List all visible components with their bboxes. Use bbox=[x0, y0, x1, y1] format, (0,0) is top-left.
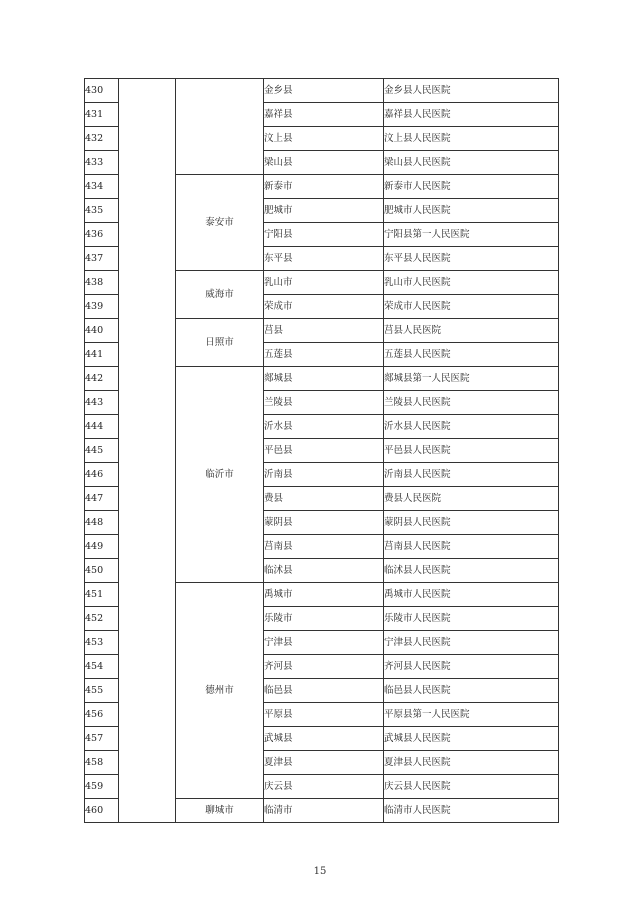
city-cell: 泰安市 bbox=[176, 175, 264, 271]
hospital-cell: 嘉祥县人民医院 bbox=[384, 103, 559, 127]
hospital-cell: 平原县第一人民医院 bbox=[384, 703, 559, 727]
county-cell: 兰陵县 bbox=[264, 391, 384, 415]
county-cell: 荣成市 bbox=[264, 295, 384, 319]
county-cell: 齐河县 bbox=[264, 655, 384, 679]
row-number-cell: 434 bbox=[85, 175, 119, 199]
county-cell: 金乡县 bbox=[264, 79, 384, 103]
row-number-cell: 431 bbox=[85, 103, 119, 127]
row-number-cell: 451 bbox=[85, 583, 119, 607]
hospital-cell: 乳山市人民医院 bbox=[384, 271, 559, 295]
hospital-cell: 平邑县人民医院 bbox=[384, 439, 559, 463]
hospital-cell: 新泰市人民医院 bbox=[384, 175, 559, 199]
row-number-cell: 432 bbox=[85, 127, 119, 151]
row-number-cell: 435 bbox=[85, 199, 119, 223]
county-cell: 乐陵市 bbox=[264, 607, 384, 631]
hospital-cell: 费县人民医院 bbox=[384, 487, 559, 511]
row-number-cell: 445 bbox=[85, 439, 119, 463]
row-number-cell: 444 bbox=[85, 415, 119, 439]
hospital-cell: 莒南县人民医院 bbox=[384, 535, 559, 559]
hospital-cell: 东平县人民医院 bbox=[384, 247, 559, 271]
hospital-cell: 肥城市人民医院 bbox=[384, 199, 559, 223]
county-cell: 庆云县 bbox=[264, 775, 384, 799]
hospital-cell: 荣成市人民医院 bbox=[384, 295, 559, 319]
row-number-cell: 441 bbox=[85, 343, 119, 367]
county-cell: 沂水县 bbox=[264, 415, 384, 439]
county-cell: 费县 bbox=[264, 487, 384, 511]
county-cell: 宁津县 bbox=[264, 631, 384, 655]
hospital-cell: 武城县人民医院 bbox=[384, 727, 559, 751]
table-row bbox=[85, 79, 559, 103]
county-cell: 临沭县 bbox=[264, 559, 384, 583]
city-cell: 临沂市 bbox=[176, 367, 264, 583]
hospital-cell: 乐陵市人民医院 bbox=[384, 607, 559, 631]
hospital-cell: 夏津县人民医院 bbox=[384, 751, 559, 775]
hospital-cell: 沂南县人民医院 bbox=[384, 463, 559, 487]
hospital-cell: 齐河县人民医院 bbox=[384, 655, 559, 679]
row-number-cell: 430 bbox=[85, 79, 119, 103]
county-cell: 平原县 bbox=[264, 703, 384, 727]
row-number-cell: 450 bbox=[85, 559, 119, 583]
hospital-cell: 郯城县第一人民医院 bbox=[384, 367, 559, 391]
row-number-cell: 440 bbox=[85, 319, 119, 343]
county-cell: 临邑县 bbox=[264, 679, 384, 703]
row-number-cell: 455 bbox=[85, 679, 119, 703]
row-number-cell: 448 bbox=[85, 511, 119, 535]
row-number-cell: 449 bbox=[85, 535, 119, 559]
county-cell: 平邑县 bbox=[264, 439, 384, 463]
row-number-cell: 442 bbox=[85, 367, 119, 391]
county-cell: 梁山县 bbox=[264, 151, 384, 175]
county-cell: 临清市 bbox=[264, 799, 384, 823]
county-cell: 东平县 bbox=[264, 247, 384, 271]
county-cell: 乳山市 bbox=[264, 271, 384, 295]
hospital-cell: 临邑县人民医院 bbox=[384, 679, 559, 703]
county-cell: 肥城市 bbox=[264, 199, 384, 223]
hospital-cell: 庆云县人民医院 bbox=[384, 775, 559, 799]
hospital-cell: 宁津县人民医院 bbox=[384, 631, 559, 655]
county-cell: 禹城市 bbox=[264, 583, 384, 607]
county-cell: 汶上县 bbox=[264, 127, 384, 151]
row-number-cell: 436 bbox=[85, 223, 119, 247]
hospital-cell: 梁山县人民医院 bbox=[384, 151, 559, 175]
county-cell: 郯城县 bbox=[264, 367, 384, 391]
row-number-cell: 437 bbox=[85, 247, 119, 271]
city-cell bbox=[176, 79, 264, 175]
hospital-cell: 沂水县人民医院 bbox=[384, 415, 559, 439]
row-number-cell: 454 bbox=[85, 655, 119, 679]
row-number-cell: 433 bbox=[85, 151, 119, 175]
row-number-cell: 452 bbox=[85, 607, 119, 631]
hospital-cell: 临沭县人民医院 bbox=[384, 559, 559, 583]
hospital-cell: 临清市人民医院 bbox=[384, 799, 559, 823]
county-cell: 莒南县 bbox=[264, 535, 384, 559]
page-number: 15 bbox=[313, 866, 327, 877]
row-number-cell: 460 bbox=[85, 799, 119, 823]
county-cell: 宁阳县 bbox=[264, 223, 384, 247]
hospital-cell: 金乡县人民医院 bbox=[384, 79, 559, 103]
row-number-cell: 443 bbox=[85, 391, 119, 415]
row-number-cell: 447 bbox=[85, 487, 119, 511]
hospital-table bbox=[84, 78, 559, 823]
row-number-cell: 446 bbox=[85, 463, 119, 487]
county-cell: 武城县 bbox=[264, 727, 384, 751]
hospital-table-body bbox=[85, 79, 559, 823]
row-number-cell: 438 bbox=[85, 271, 119, 295]
row-number-cell: 439 bbox=[85, 295, 119, 319]
county-cell: 夏津县 bbox=[264, 751, 384, 775]
county-cell: 沂南县 bbox=[264, 463, 384, 487]
hospital-cell: 宁阳县第一人民医院 bbox=[384, 223, 559, 247]
city-cell: 德州市 bbox=[176, 583, 264, 799]
hospital-cell: 汶上县人民医院 bbox=[384, 127, 559, 151]
county-cell: 新泰市 bbox=[264, 175, 384, 199]
county-cell: 莒县 bbox=[264, 319, 384, 343]
county-cell: 五莲县 bbox=[264, 343, 384, 367]
hospital-cell: 五莲县人民医院 bbox=[384, 343, 559, 367]
hospital-cell: 禹城市人民医院 bbox=[384, 583, 559, 607]
row-number-cell: 456 bbox=[85, 703, 119, 727]
county-cell: 蒙阴县 bbox=[264, 511, 384, 535]
province-cell bbox=[119, 79, 176, 823]
row-number-cell: 453 bbox=[85, 631, 119, 655]
city-cell: 聊城市 bbox=[176, 799, 264, 823]
hospital-cell: 莒县人民医院 bbox=[384, 319, 559, 343]
county-cell: 嘉祥县 bbox=[264, 103, 384, 127]
city-cell: 日照市 bbox=[176, 319, 264, 367]
hospital-cell: 蒙阴县人民医院 bbox=[384, 511, 559, 535]
row-number-cell: 459 bbox=[85, 775, 119, 799]
row-number-cell: 458 bbox=[85, 751, 119, 775]
city-cell: 威海市 bbox=[176, 271, 264, 319]
row-number-cell: 457 bbox=[85, 727, 119, 751]
hospital-cell: 兰陵县人民医院 bbox=[384, 391, 559, 415]
